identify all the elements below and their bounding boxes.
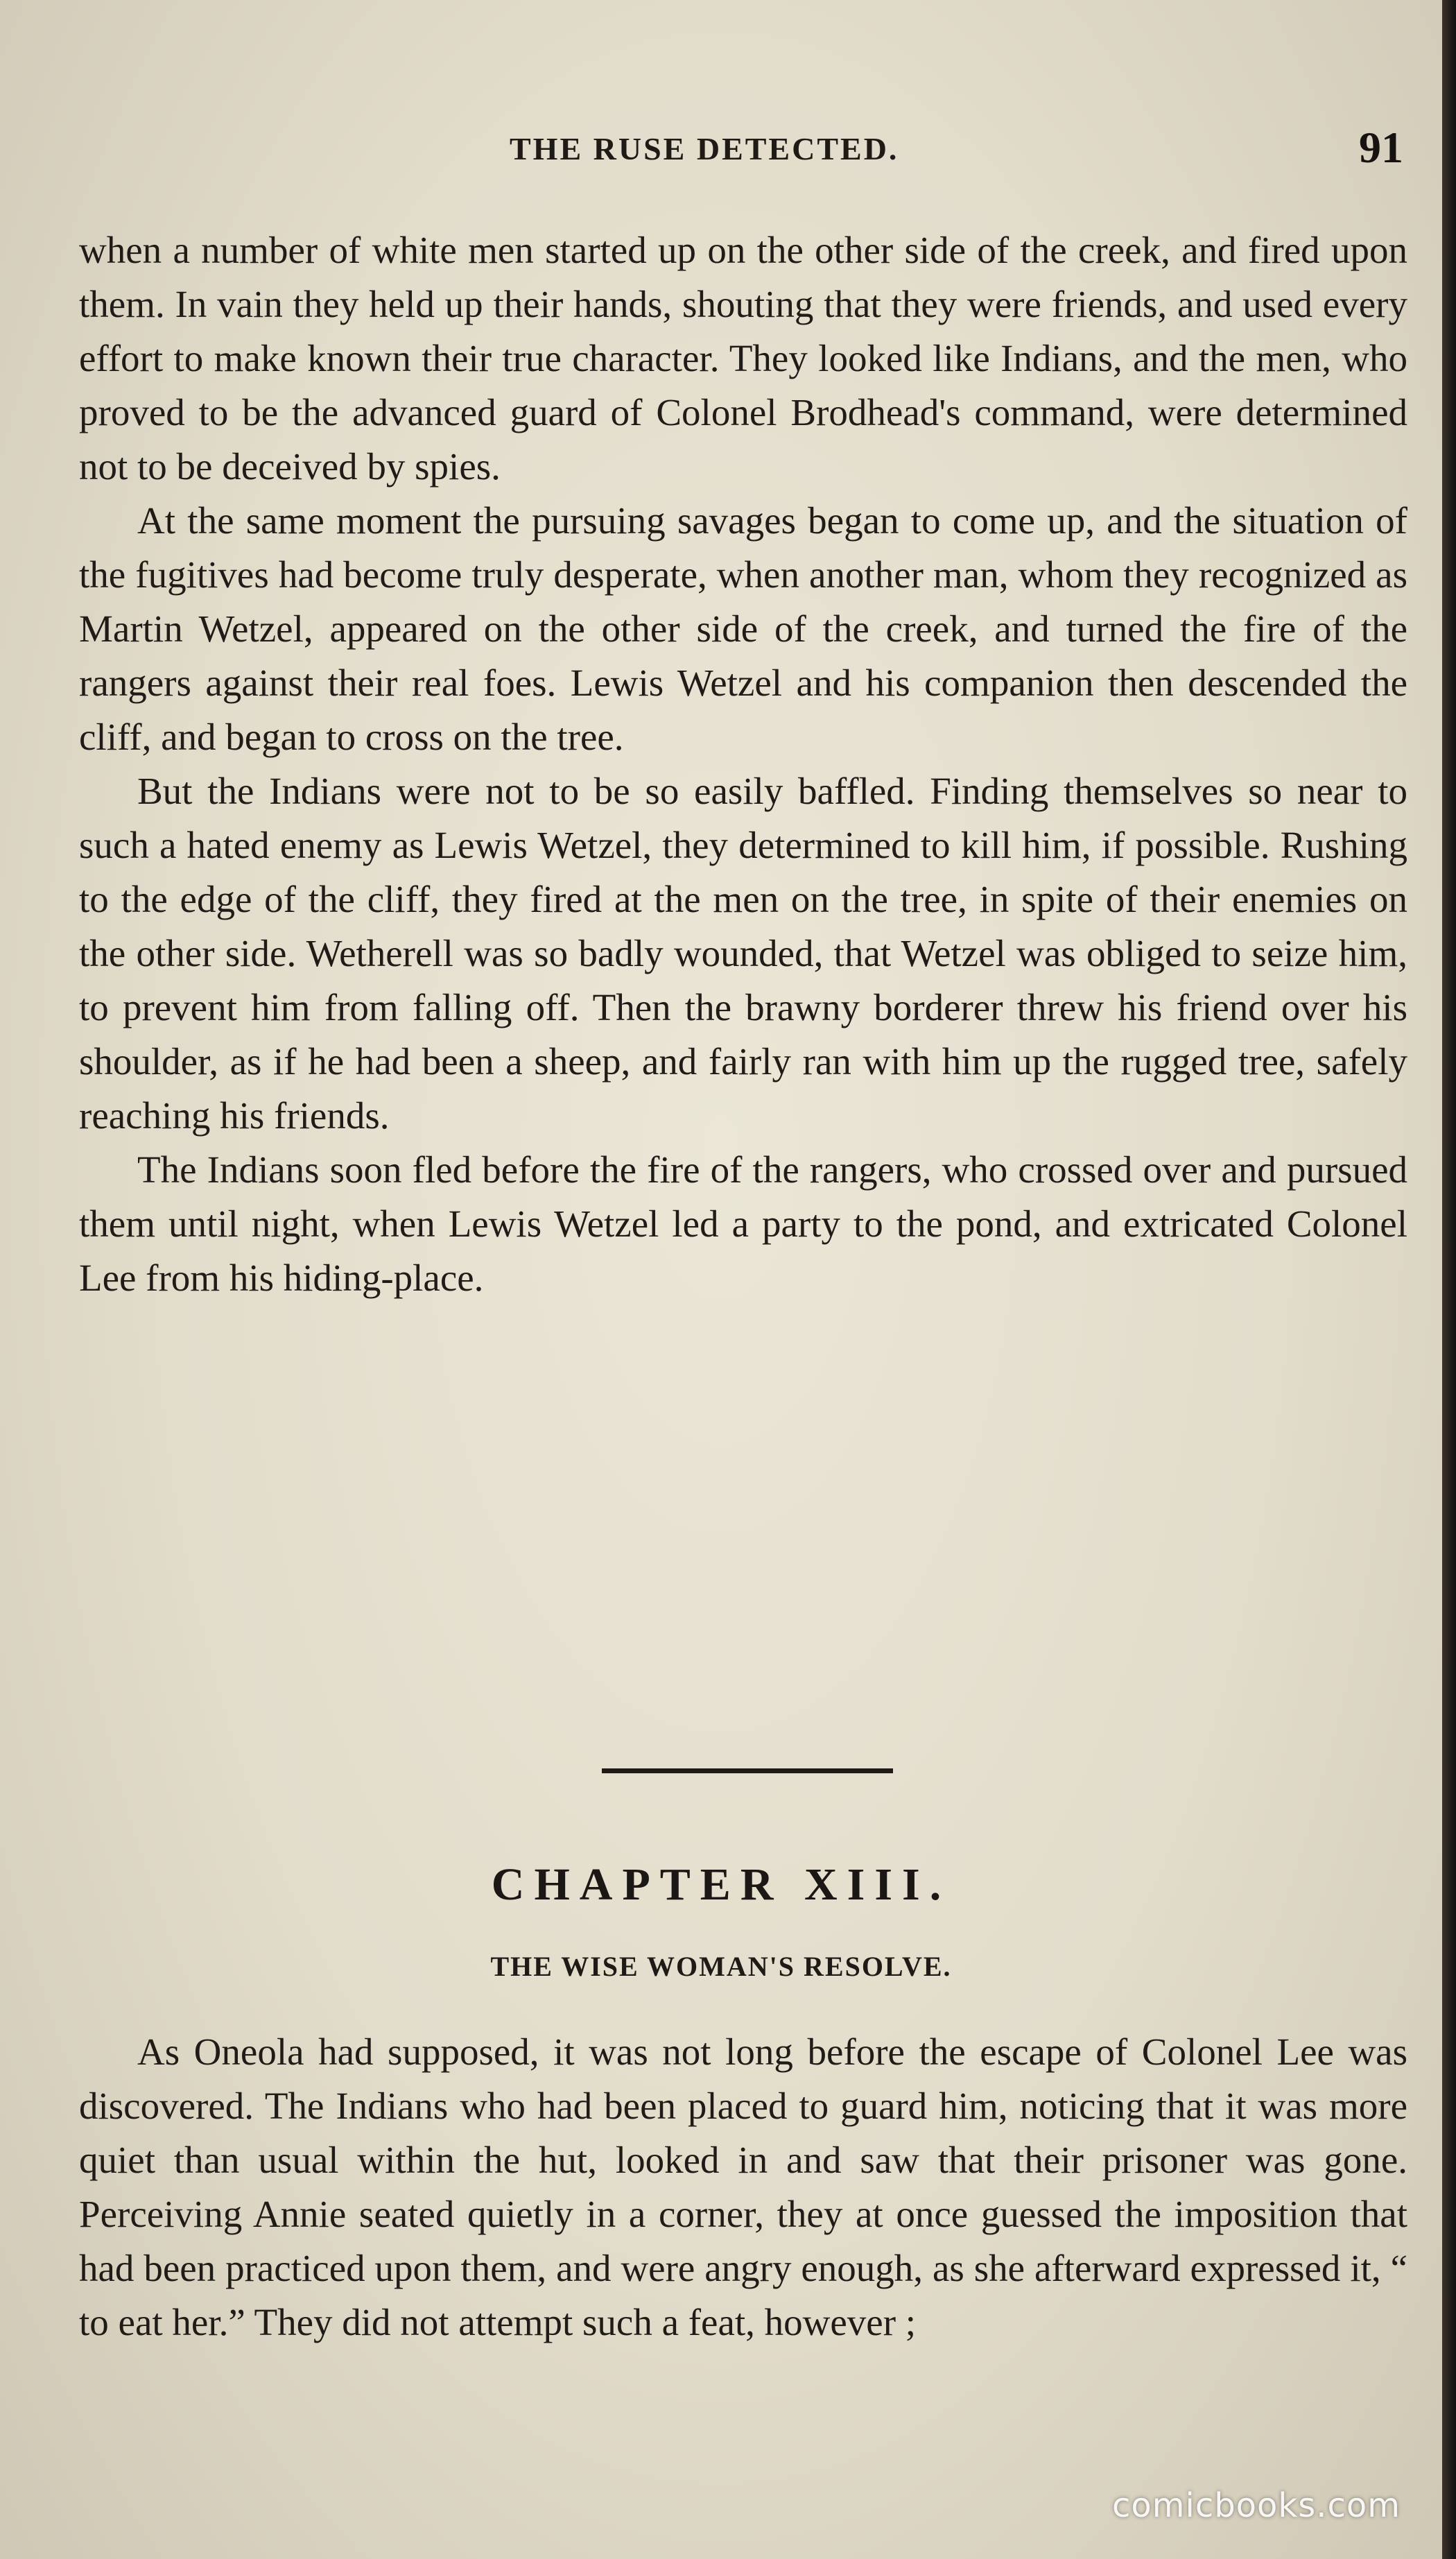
page-edge-shadow [1442,0,1456,2559]
chapter-heading: CHAPTER XIII. [491,1859,951,1910]
paragraph: The Indians soon fled before the fire of the rangers, who crossed over and pursued them until night, when Lewis Wetzel led a party to the pond, and extricated Colonel Lee from his hiding-place. [79,1148,1407,1299]
paragraph: But the Indians were not to be so easily baffled. Finding themselves so near to such a hated enemy as Lewis Wetzel, they determined to kill him, if possible. Rushing to the edge of the cliff, they fired at the men on the tree, in spite of their enemies on the other side. Wetherell was so badly wounded, that Wetzel was obliged to seize him, to prevent him from falling off. Then the brawny borderer threw his friend over his shoulder, as if he had been a sheep, and fairly ran with him up the rugged tree, safely reaching his friends. [79,770,1407,1137]
paragraph: As Oneola had supposed, it was not long before the escape of Colonel Lee was discovered. The Indians who had been placed to guard him, noticing that it was more quiet than usual within the hut, looked in and saw that their prisoner was gone. Perceiving Annie seated quietly in a corner, they at once guessed the imposition that had been practiced upon them, and were angry enough, as she afterward expressed it, “ to eat her.” They did not attempt such a feat, however ; [79,2031,1407,2343]
paragraph: when a number of white men started up on the other side of the creek, and fired upon them. In vain they held up their hands, shouting that they were friends, and used every effort to make known their true character. They looked like Indians, and the men, who proved to be the advanced guard of Colonel Brodhead's command, were determined not to be deceived by spies. [79,229,1407,488]
section-divider [602,1768,893,1773]
paragraph: At the same moment the pursuing savages began to come up, and the situation of the fugitives had become truly desperate, when another man, whom they recognized as Martin Wetzel, appeared on the other side of the creek, and turned the fire of the rangers against their real foes. Lewis Wetzel and his companion then descended the cliff, and began to cross on the tree. [79,499,1407,758]
chapter-text [79,2025,1407,2350]
running-title: THE RUSE DETECTED. [510,131,899,166]
page-number: 91 [1359,123,1403,172]
running-header [0,118,1442,173]
body-text [79,223,1407,1305]
watermark: comicbooks.com [1111,2486,1401,2525]
chapter-subtitle: THE WISE WOMAN'S RESOLVE. [490,1951,952,1982]
